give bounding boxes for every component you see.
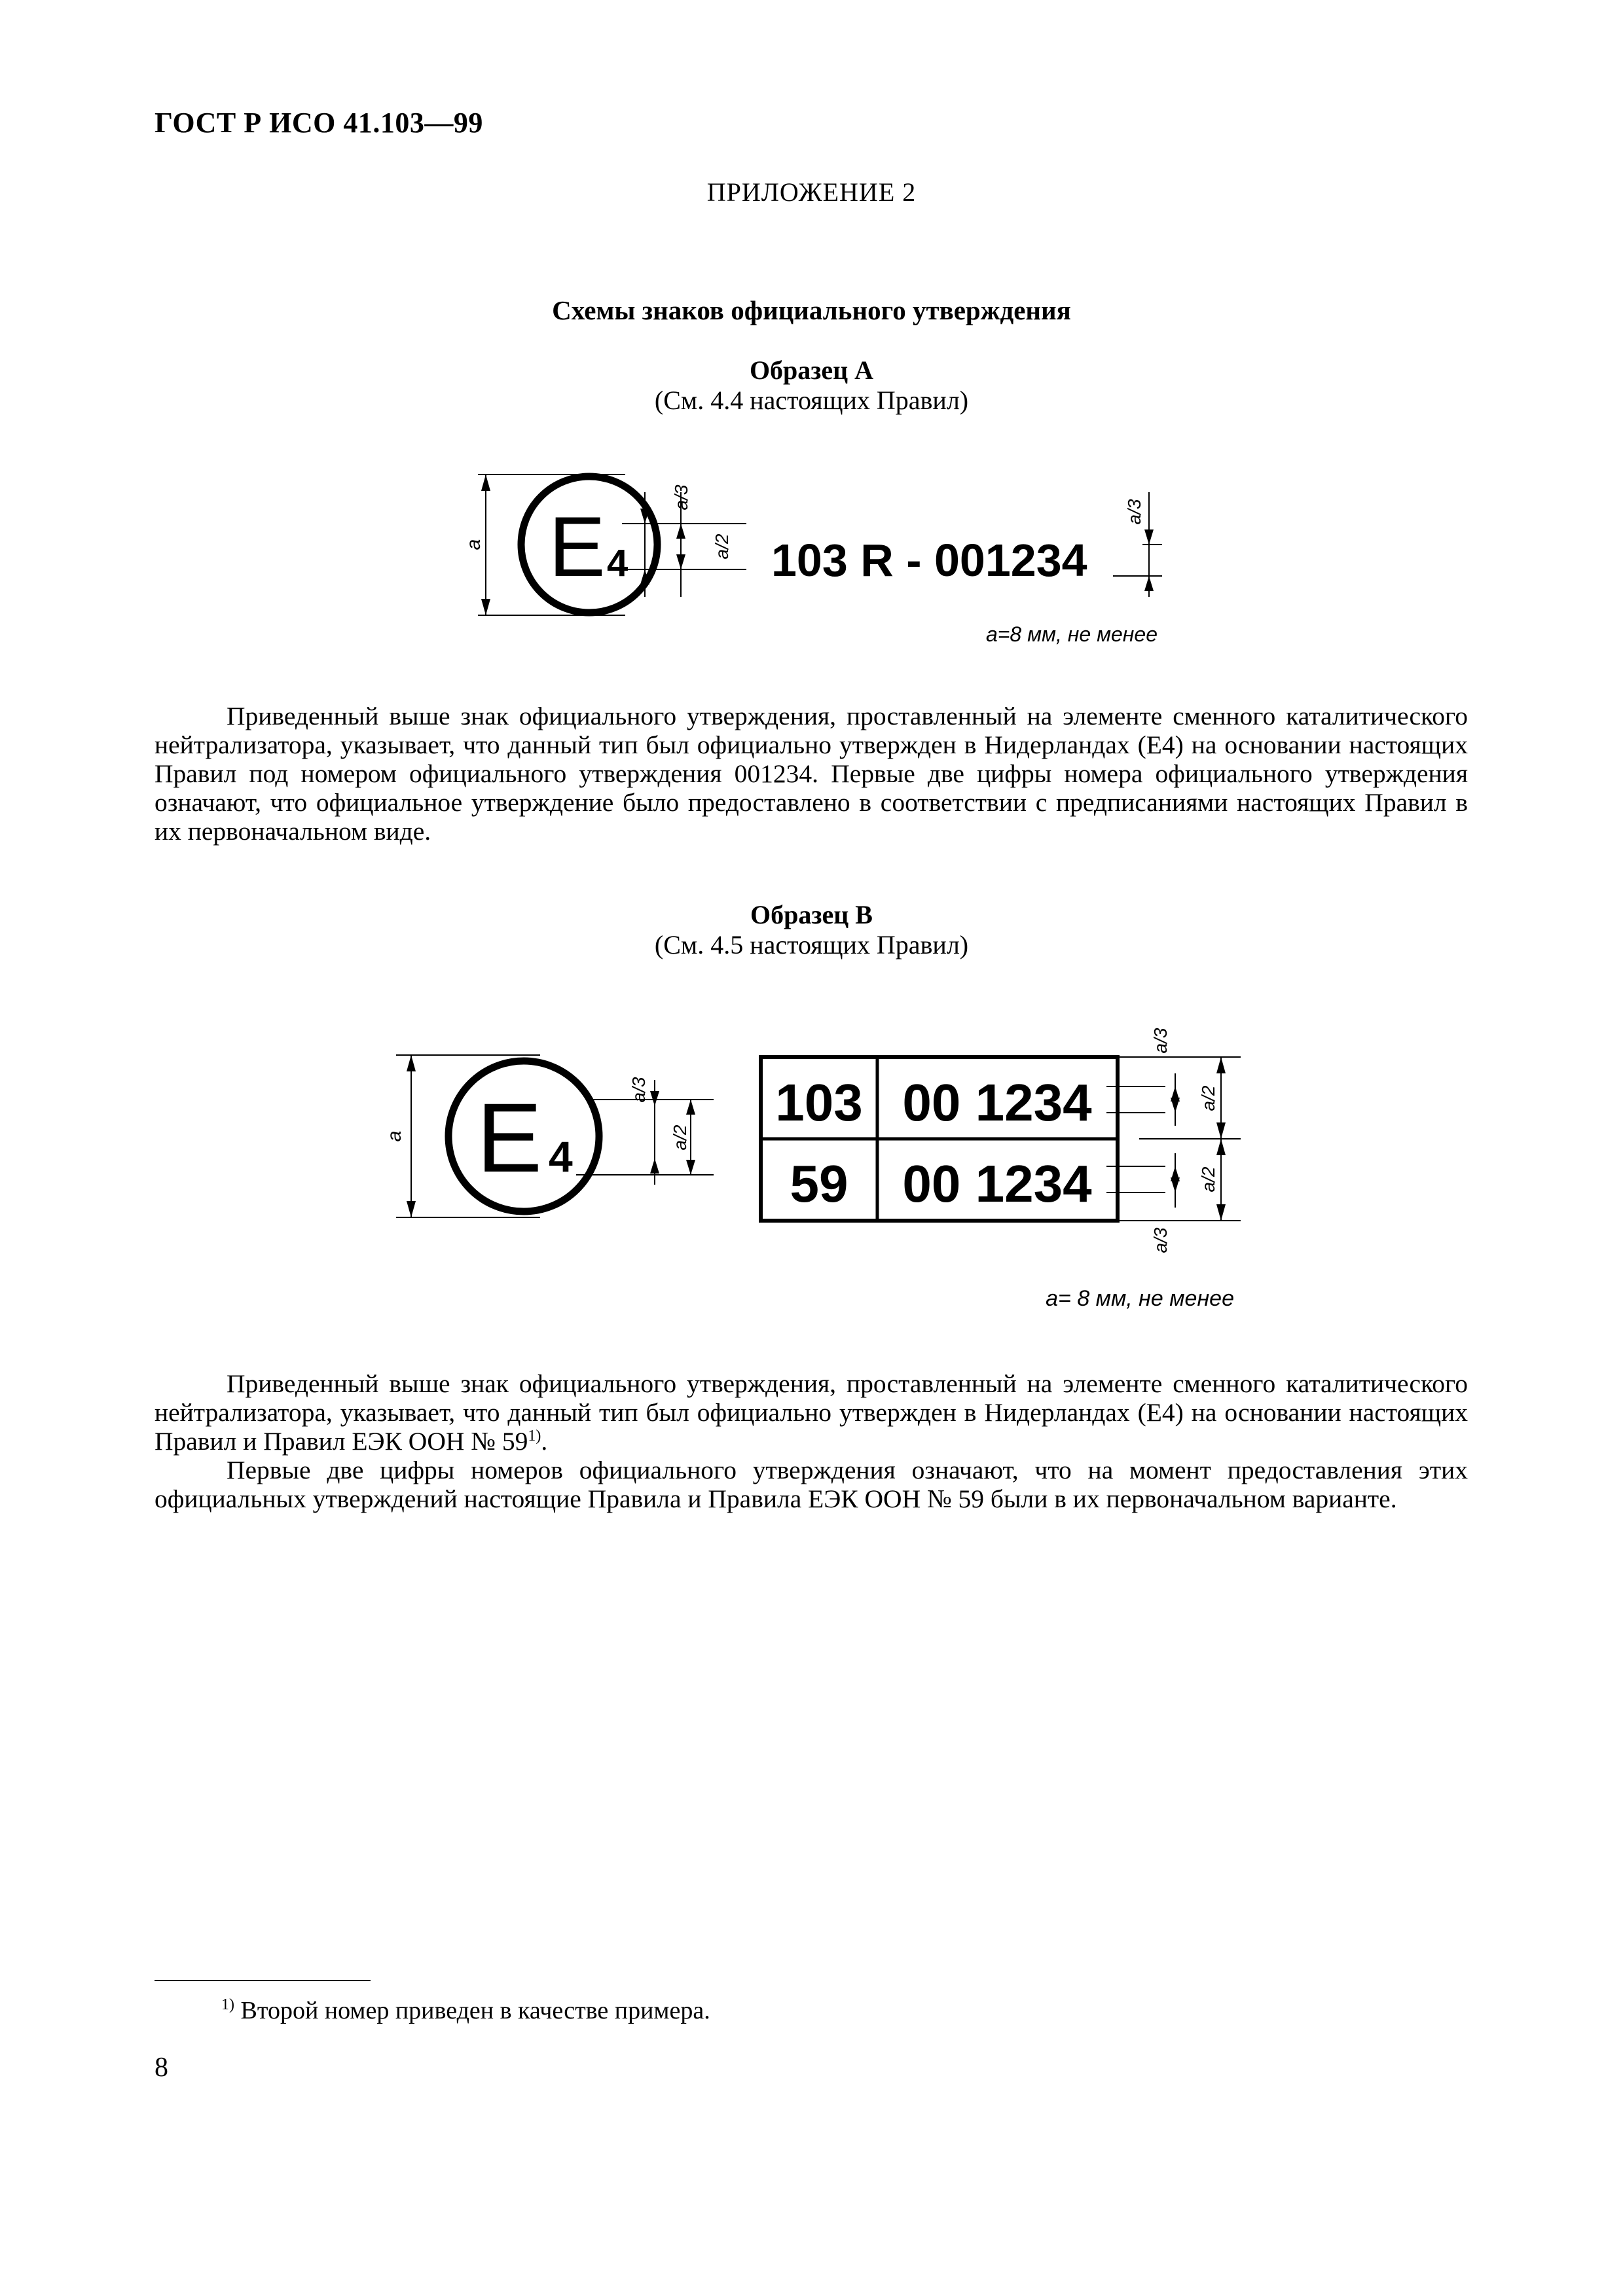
sample-a-approval-text: 103 R - 001234 xyxy=(771,535,1087,586)
paragraph-a-text: Приведенный выше знак официального утверждения, проставленный на элементе сменного каталитического нейтрализатора, указывает, что данный тип был официально утвержден в Нидерландах (Е4) на основании настоящих Правил под номером официального утверждения 001234. Первые две цифры номера официального утверждения означают, что официальное утверждение было предоставлено в соответствии с предписаниями настоящих Правил в их первоначальном виде. xyxy=(155,702,1468,846)
sample-b-country-num: 4 xyxy=(549,1132,573,1181)
sample-b-dim-a3-bottom: a/3 xyxy=(1150,1227,1171,1253)
sample-a-dim-a: a xyxy=(463,539,484,550)
sample-b-row2-reg: 59 xyxy=(790,1155,848,1213)
sample-a-note: a=8 мм, не менее xyxy=(985,622,1158,646)
sample-b-dim-a2-top: a/2 xyxy=(1198,1085,1218,1111)
sample-b-dim-a2-bottom: a/2 xyxy=(1198,1166,1218,1193)
paragraph-a xyxy=(155,702,1468,846)
sample-b-dim-a: a xyxy=(384,1130,405,1142)
sample-b-row1-reg: 103 xyxy=(775,1073,863,1132)
sample-a-diagram xyxy=(463,475,1162,646)
paragraph-b xyxy=(155,1369,1468,1513)
footnote-divider xyxy=(155,1980,371,1981)
sample-b-diagram xyxy=(384,1028,1241,1311)
paragraph-b1 xyxy=(155,1369,1468,1456)
footnote-marker: 1) xyxy=(221,1996,234,2013)
footnote-ref: 1) xyxy=(528,1427,541,1444)
footnote-text: Второй номер приведен в качестве примера. xyxy=(234,1997,710,2024)
sample-b-dim-a2-left: a/2 xyxy=(670,1124,690,1151)
sample-b-ref: (См. 4.5 настоящих Правил) xyxy=(654,930,969,960)
sample-b-dim-a3-left: a/3 xyxy=(629,1077,649,1103)
sample-b-note: a= 8 мм, не менее xyxy=(1046,1286,1234,1311)
sample-a-letter: E xyxy=(549,499,606,594)
paragraph-b2: Первые две цифры номеров официального утверждения означают, что на момент предоставления этих официальных утверждений настоящие Правила и Правила ЕЭК ООН № 59 были в их первоначальном варианте. xyxy=(155,1456,1468,1513)
sample-b-row1-num: 00 1234 xyxy=(902,1073,1092,1132)
section-title: Схемы знаков официального утверждения xyxy=(552,295,1071,325)
sample-a-country-num: 4 xyxy=(607,542,629,584)
sample-a-dim-a2: a/2 xyxy=(712,533,732,560)
paragraph-b1-text: Приведенный выше знак официального утверждения, проставленный на элементе сменного каталитического нейтрализатора, указывает, что данный тип был официально утвержден в Нидерландах (Е4) на основании настоящих Правил и Правил ЕЭК ООН № 59 xyxy=(155,1369,1468,1456)
sample-b-dim-a3-top: a/3 xyxy=(1150,1028,1171,1054)
sample-b-letter: E xyxy=(477,1083,543,1193)
document-code: ГОСТ Р ИСО 41.103—99 xyxy=(155,107,483,139)
sample-a-dim-a3-right: a/3 xyxy=(1124,499,1144,525)
page-number: 8 xyxy=(155,2053,168,2083)
sample-b-row2-num: 00 1234 xyxy=(902,1155,1092,1213)
appendix-title: ПРИЛОЖЕНИЕ 2 xyxy=(706,177,917,207)
sample-a-ref: (См. 4.4 настоящих Правил) xyxy=(654,386,969,415)
sample-a-dim-a3-left: a/3 xyxy=(671,484,691,511)
paragraph-b1-end: . xyxy=(541,1427,548,1456)
sample-a-title: Образец А xyxy=(749,355,874,385)
sample-b-title: Образец В xyxy=(750,900,873,929)
footnote xyxy=(221,1996,710,2025)
